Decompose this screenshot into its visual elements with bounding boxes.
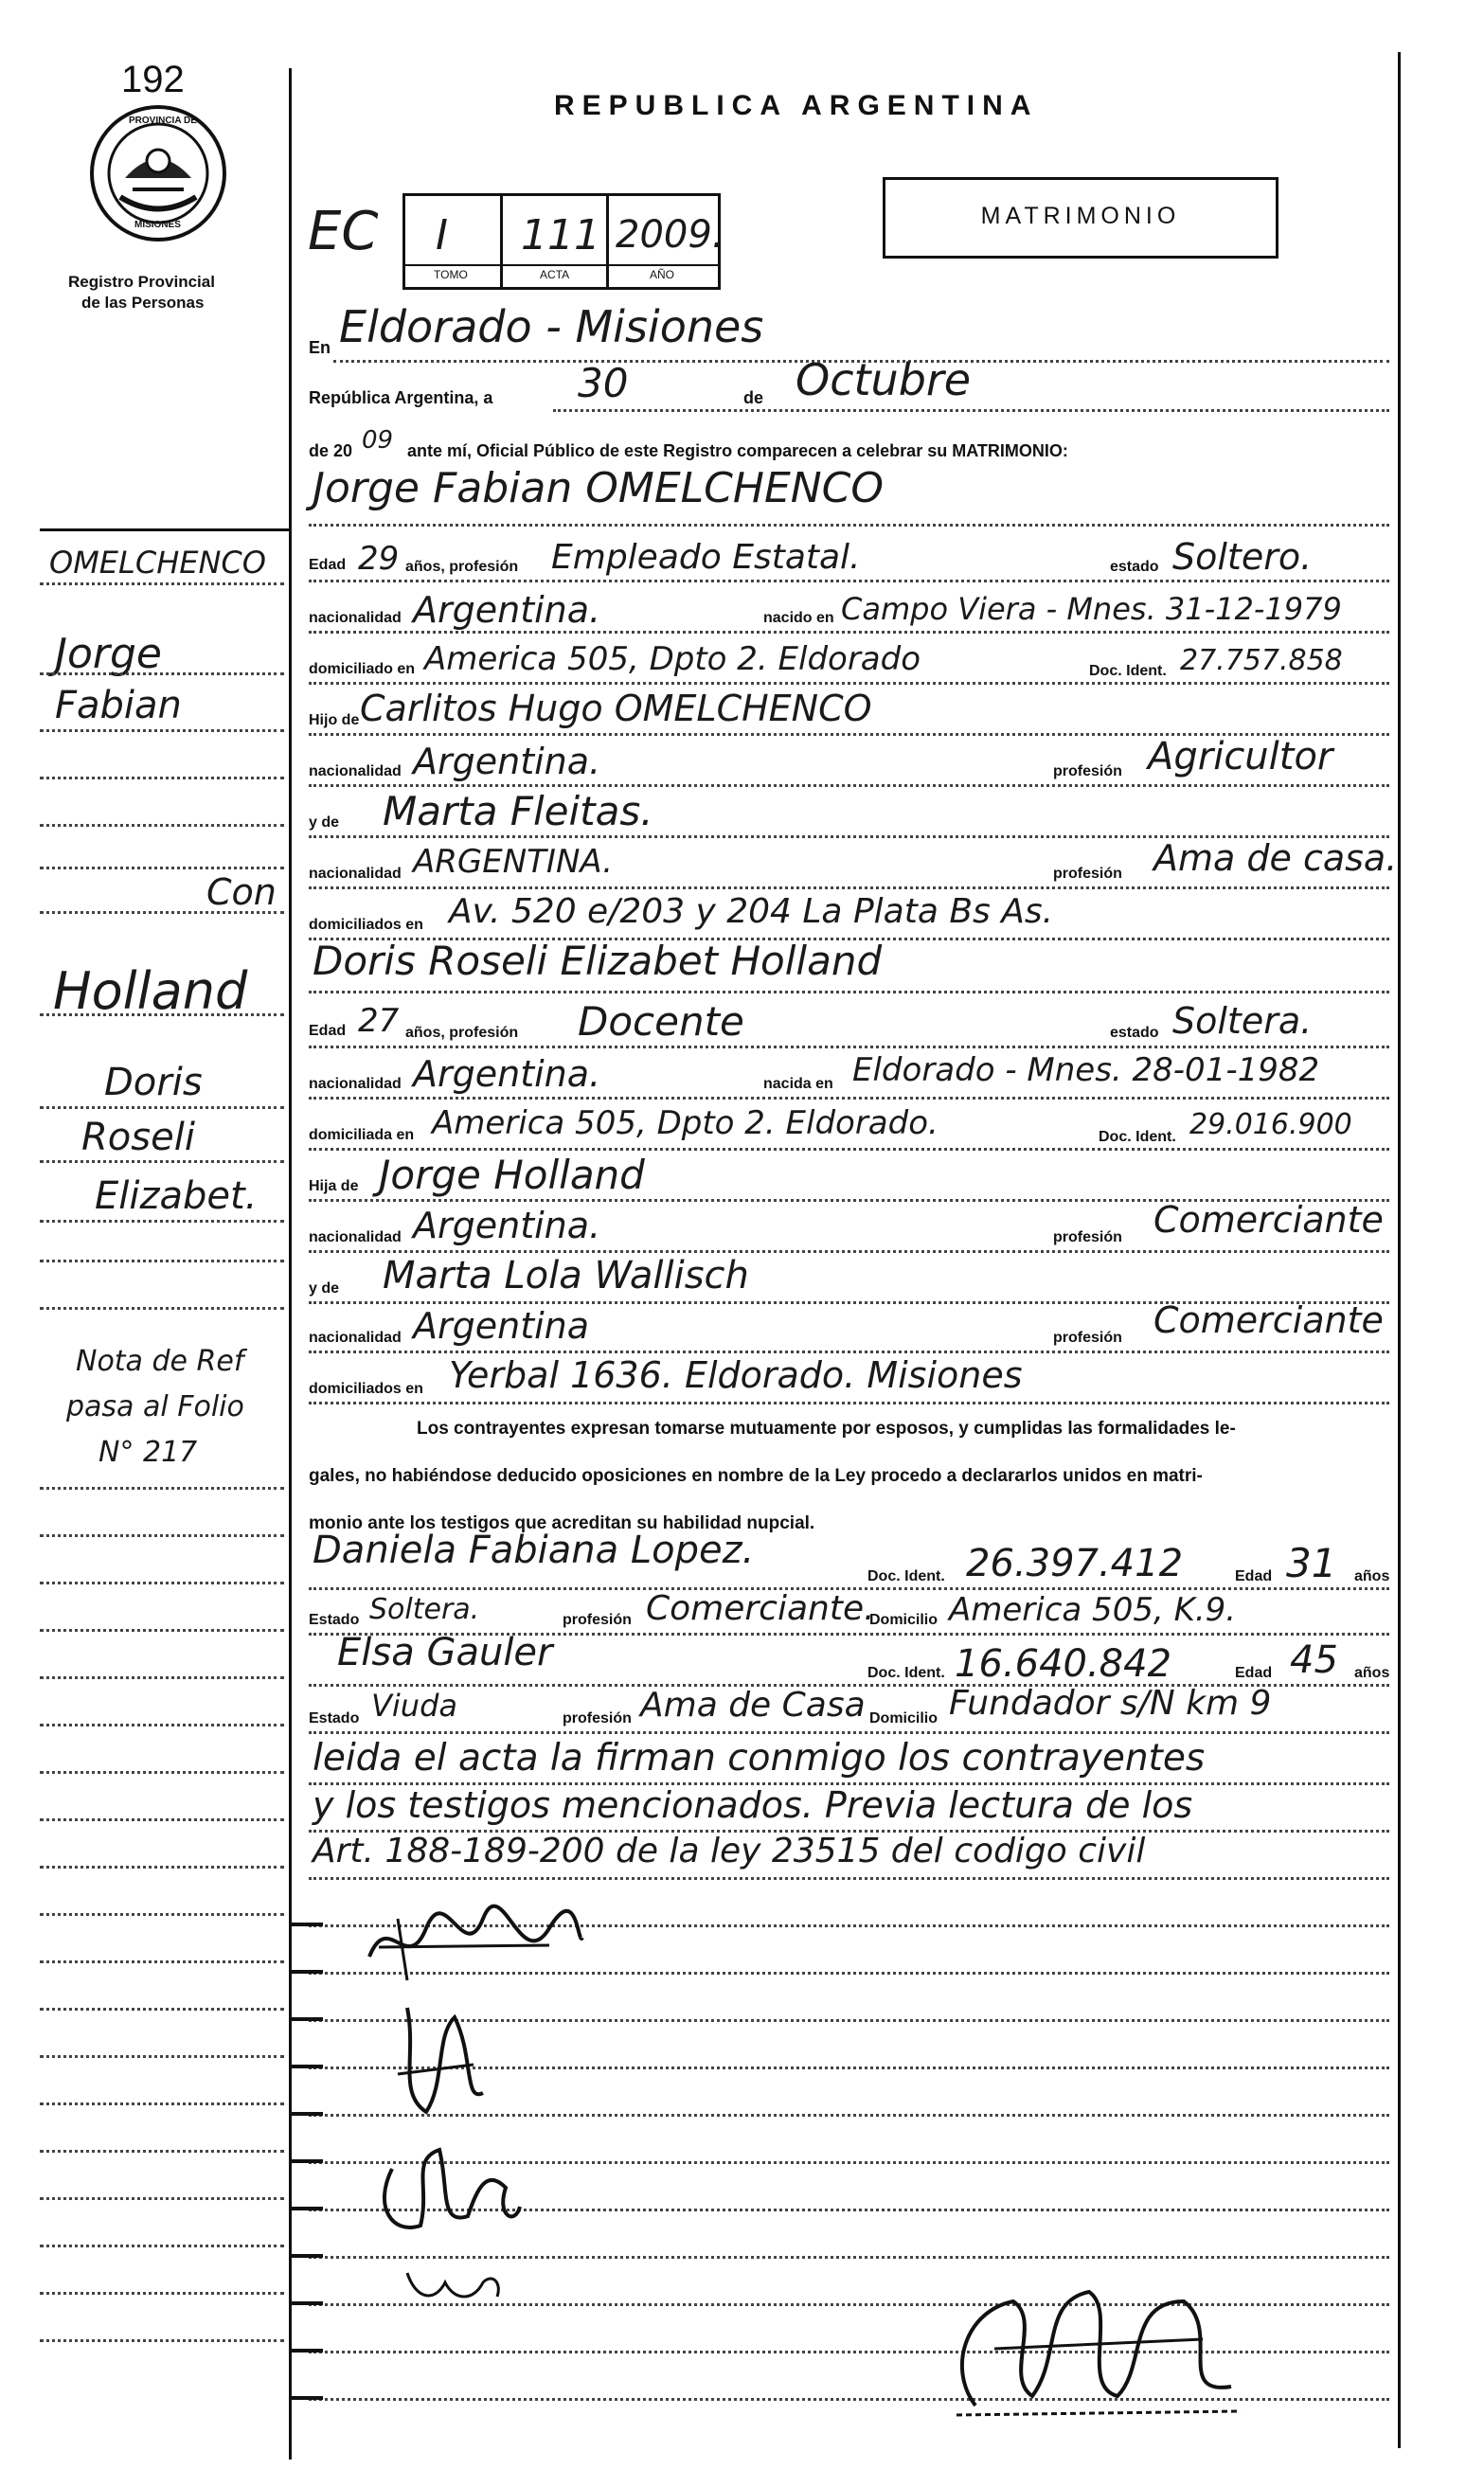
groom-mother-prof: Ama de casa. — [1153, 837, 1398, 879]
bride-domicile: America 505, Dpto 2. Eldorado. — [432, 1104, 939, 1142]
witness2-edad-label: Edad — [1235, 1665, 1273, 1681]
margin-line — [40, 777, 284, 779]
registry-name-line1: Registro Provincial — [68, 273, 215, 291]
row-tick — [289, 2396, 323, 2400]
groom-doc: 27.757.858 — [1180, 644, 1343, 677]
margin-line — [40, 1220, 284, 1223]
margin-line — [40, 1913, 284, 1916]
margin-line — [40, 2292, 284, 2295]
tomo-value: I — [436, 211, 448, 259]
groom-mother-label: y de — [309, 814, 340, 831]
witness1-edad-label: Edad — [1235, 1568, 1273, 1584]
witness1-estado: Soltera. — [369, 1593, 480, 1626]
groom-dom-label: domiciliado en — [309, 661, 416, 677]
closing-line2: y los testigos mencionados. Previa lectura de los — [313, 1784, 1193, 1826]
de-label: de — [743, 388, 764, 407]
groom-age: 29 — [358, 540, 400, 578]
row-tick — [289, 2301, 323, 2305]
groom-profession: Empleado Estatal. — [551, 538, 861, 577]
row-tick — [289, 2254, 323, 2258]
groom-estado-label: estado — [1110, 559, 1159, 575]
margin-line — [40, 1160, 284, 1163]
row-tick — [289, 2017, 323, 2021]
witness2-age: 45 — [1290, 1638, 1338, 1682]
statement-line2: gales, no habiéndose deducido oposiciones en nombre de la Ley procedo a declararlos unidos en matri- — [309, 1466, 1203, 1486]
bride-mother: Marta Lola Wallisch — [383, 1254, 749, 1297]
place: Eldorado - Misiones — [339, 301, 764, 352]
ref-table-hrule — [405, 264, 718, 266]
groom-birth: Campo Viera - Mnes. 31-12-1979 — [841, 591, 1342, 627]
margin-line — [40, 1629, 284, 1632]
comparecen-text: ante mí, Oficial Público de este Registro comparecen a celebrar su MATRIMONIO: — [407, 441, 1068, 460]
margin-line — [40, 2008, 284, 2011]
republica-label: República Argentina, a — [309, 388, 493, 407]
witness1-doc: 26.397.412 — [966, 1542, 1184, 1585]
groom-name-line — [309, 524, 1389, 527]
tomo-label: TOMO — [434, 268, 468, 281]
groom-mother-nat: ARGENTINA. — [413, 843, 614, 881]
groom-parents-dom: Av. 520 e/203 y 204 La Plata Bs As. — [449, 892, 1054, 931]
bride-father-nat-label: nacionalidad — [309, 1229, 402, 1245]
signature-bride — [388, 1998, 492, 2121]
row-tick — [289, 2207, 323, 2210]
closing-line3: Art. 188-189-200 de la ley 23515 del codigo civil — [313, 1832, 1146, 1870]
bride-row8-line — [309, 1402, 1389, 1404]
margin-line — [40, 1106, 284, 1109]
witness1-dom-label: Domicilio — [869, 1612, 939, 1628]
bride-estado-label: estado — [1110, 1025, 1159, 1041]
signature-official — [938, 2273, 1250, 2434]
closing-line1: leida el acta la firman conmigo los contrayentes — [313, 1737, 1206, 1780]
groom-parents-dom-label: domiciliados en — [309, 917, 423, 933]
groom-row2-line — [309, 631, 1389, 634]
margin-line — [40, 672, 284, 675]
witness2-dom-label: Domicilio — [869, 1710, 939, 1727]
margin-line — [40, 1724, 284, 1727]
margin-line — [40, 1487, 284, 1490]
witness1-doc-label: Doc. Ident. — [867, 1568, 945, 1584]
groom-father: Carlitos Hugo OMELCHENCO — [360, 688, 872, 729]
row-tick — [289, 1970, 323, 1974]
bride-estado: Soltera. — [1172, 1000, 1313, 1042]
bride-parents-dom-label: domiciliados en — [309, 1381, 423, 1397]
ref-table — [402, 193, 724, 290]
margin-line — [40, 1676, 284, 1679]
acta-value: 111 — [521, 211, 600, 259]
witness1-estado-label: Estado — [309, 1612, 360, 1628]
margin-line — [40, 1307, 284, 1310]
provincial-seal — [87, 102, 229, 244]
bride-mother-label: y de — [309, 1280, 340, 1297]
margin-note-line3: N° 217 — [98, 1436, 198, 1469]
bride-row2-line — [309, 1097, 1389, 1100]
margin-line — [40, 1771, 284, 1774]
bride-anos-prof: años, profesión — [405, 1025, 519, 1041]
margin-line — [40, 1818, 284, 1821]
ano-value: 2009. — [616, 213, 724, 257]
margin-line — [40, 824, 284, 827]
groom-edad-label: Edad — [309, 557, 347, 573]
left-vertical-rule — [289, 68, 292, 2460]
groom-full-name: Jorge Fabian OMELCHENCO — [313, 464, 885, 512]
bride-row7-line — [309, 1351, 1389, 1353]
day: 30 — [578, 360, 629, 406]
row-tick — [289, 1923, 323, 1926]
bride-full-name: Doris Roseli Elizabet Holland — [313, 938, 883, 984]
bride-age: 27 — [358, 1002, 400, 1040]
margin-line — [40, 2102, 284, 2105]
bride-row5-line — [309, 1250, 1389, 1253]
margin-line — [40, 2150, 284, 2153]
row-tick — [289, 2112, 323, 2116]
witness1-age: 31 — [1286, 1540, 1337, 1586]
groom-anos-prof: años, profesión — [405, 559, 519, 575]
month: Octubre — [796, 354, 972, 405]
groom-father-label: Hijo de — [309, 712, 360, 728]
groom-estado: Soltero. — [1172, 536, 1313, 578]
bride-father: Jorge Holland — [379, 1152, 645, 1198]
groom-row5-line — [309, 784, 1389, 787]
margin-line — [40, 911, 284, 914]
country-title: REPUBLICA ARGENTINA — [554, 90, 1039, 121]
record-type-box — [883, 177, 1278, 259]
bride-mother-prof-label: profesión — [1053, 1330, 1122, 1346]
statement-line3: monio ante los testigos que acreditan su habilidad nupcial. — [309, 1513, 815, 1533]
year-suffix: 09 — [362, 426, 394, 455]
bride-dom-label: domiciliada en — [309, 1127, 415, 1143]
row-tick — [289, 2159, 323, 2163]
bride-father-prof: Comerciante — [1153, 1199, 1384, 1241]
groom-father-nat: Argentina. — [413, 741, 601, 782]
groom-mother: Marta Fleitas. — [383, 788, 653, 834]
groom-father-prof-label: profesión — [1053, 763, 1122, 779]
groom-domicile: America 505, Dpto 2. Eldorado — [424, 640, 921, 678]
margin-top-divider — [40, 528, 290, 531]
bride-nationality: Argentina. — [413, 1053, 601, 1095]
bride-mother-nat-label: nacionalidad — [309, 1330, 402, 1346]
date-line — [553, 409, 1389, 412]
margin-name1: Jorge — [55, 630, 162, 678]
groom-row3-line — [309, 682, 1389, 685]
year-prefix: de 20 — [309, 441, 353, 460]
row-tick — [289, 2349, 323, 2353]
witness2-prof-label: profesión — [563, 1710, 632, 1727]
margin-line — [40, 2339, 284, 2342]
groom-nacido-label: nacido en — [763, 610, 834, 626]
bride-doc: 29.016.900 — [1189, 1108, 1352, 1141]
bride-birth: Eldorado - Mnes. 28-01-1982 — [852, 1051, 1320, 1089]
record-type: MATRIMONIO — [980, 203, 1181, 229]
margin-line — [40, 1582, 284, 1584]
ref-table-divider-2 — [606, 196, 609, 287]
margin-note-line2: pasa al Folio — [66, 1390, 244, 1423]
groom-mother-nat-label: nacionalidad — [309, 866, 402, 882]
ec-mark: EC — [308, 201, 379, 262]
witness2-name: Elsa Gauler — [337, 1631, 553, 1674]
bride-father-nat: Argentina. — [413, 1205, 601, 1246]
bride-father-prof-label: profesión — [1053, 1229, 1122, 1245]
bride-father-label: Hija de — [309, 1178, 359, 1194]
bride-edad-label: Edad — [309, 1023, 347, 1039]
groom-nationality: Argentina. — [413, 589, 601, 631]
bride-parents-dom: Yerbal 1636. Eldorado. Misiones — [449, 1354, 1023, 1396]
witness1-anos: años — [1354, 1568, 1390, 1584]
groom-row7-line — [309, 886, 1389, 889]
groom-father-prof: Agricultor — [1148, 735, 1333, 778]
seal-caption-top: PROVINCIA DE — [129, 116, 197, 126]
margin-bname2: Roseli — [81, 1116, 195, 1159]
witness2-doc: 16.640.842 — [955, 1642, 1172, 1686]
witness2-domicile: Fundador s/N km 9 — [949, 1684, 1272, 1723]
margin-line — [40, 2055, 284, 2058]
margin-line — [40, 867, 284, 869]
ano-label: AÑO — [650, 268, 675, 281]
margin-line — [40, 1013, 284, 1016]
margin-con: Con — [206, 871, 277, 913]
groom-mother-prof-label: profesión — [1053, 866, 1122, 882]
margin-bname1: Doris — [104, 1061, 203, 1104]
margin-line — [40, 1866, 284, 1869]
witness2-estado: Viuda — [371, 1688, 457, 1724]
margin-line — [40, 729, 284, 732]
bride-row1-line — [309, 1046, 1389, 1048]
margin-line — [40, 1960, 284, 1963]
witness1-name: Daniela Fabiana Lopez. — [313, 1529, 755, 1572]
registry-name-line2: de las Personas — [81, 294, 205, 312]
margin-line — [40, 1260, 284, 1262]
signature-witness2 — [398, 2254, 511, 2311]
seal-caption-bottom: MISIONES — [134, 220, 181, 230]
margin-line — [40, 2245, 284, 2247]
witness2-anos: años — [1354, 1665, 1390, 1681]
margin-surname2: Holland — [53, 961, 248, 1021]
bride-nacida-label: nacida en — [763, 1076, 833, 1092]
signature-witness1 — [364, 2131, 525, 2245]
witness1-domicile: America 505, K.9. — [949, 1591, 1237, 1629]
groom-row1-line — [309, 580, 1389, 582]
margin-line — [40, 1534, 284, 1537]
bride-row3-line — [309, 1148, 1389, 1151]
right-vertical-rule — [1398, 52, 1401, 2448]
signature-groom — [360, 1890, 587, 1995]
witness2-row2-line — [309, 1731, 1389, 1734]
closing-line3-rule — [309, 1877, 1389, 1880]
groom-nac-label: nacionalidad — [309, 610, 402, 626]
bride-nac-label: nacionalidad — [309, 1076, 402, 1092]
acta-label: ACTA — [540, 268, 570, 281]
groom-father-nat-label: nacionalidad — [309, 763, 402, 779]
statement-line1: Los contrayentes expresan tomarse mutuamente por esposos, y cumplidas las formalidades le- — [417, 1419, 1236, 1439]
witness2-estado-label: Estado — [309, 1710, 360, 1727]
margin-line — [40, 582, 284, 585]
bride-mother-nat: Argentina — [413, 1305, 590, 1347]
row-tick — [289, 2065, 323, 2068]
witness2-doc-label: Doc. Ident. — [867, 1665, 945, 1681]
page-number: 192 — [121, 59, 185, 100]
margin-name2: Fabian — [55, 684, 182, 727]
ref-table-divider-1 — [500, 196, 503, 287]
margin-line — [40, 2197, 284, 2200]
bride-mother-prof: Comerciante — [1153, 1299, 1384, 1341]
witness1-profession: Comerciante. — [646, 1589, 875, 1628]
margin-surname: OMELCHENCO — [49, 545, 266, 581]
bride-profession: Docente — [578, 998, 744, 1045]
bride-name-line — [309, 991, 1389, 993]
groom-doc-label: Doc. Ident. — [1089, 663, 1167, 679]
witness1-prof-label: profesión — [563, 1612, 632, 1628]
bride-doc-label: Doc. Ident. — [1099, 1129, 1176, 1145]
en-label: En — [309, 338, 331, 357]
margin-bname3: Elizabet. — [95, 1174, 258, 1218]
margin-note-line1: Nota de Ref — [76, 1345, 244, 1378]
witness2-profession: Ama de Casa — [640, 1686, 866, 1725]
